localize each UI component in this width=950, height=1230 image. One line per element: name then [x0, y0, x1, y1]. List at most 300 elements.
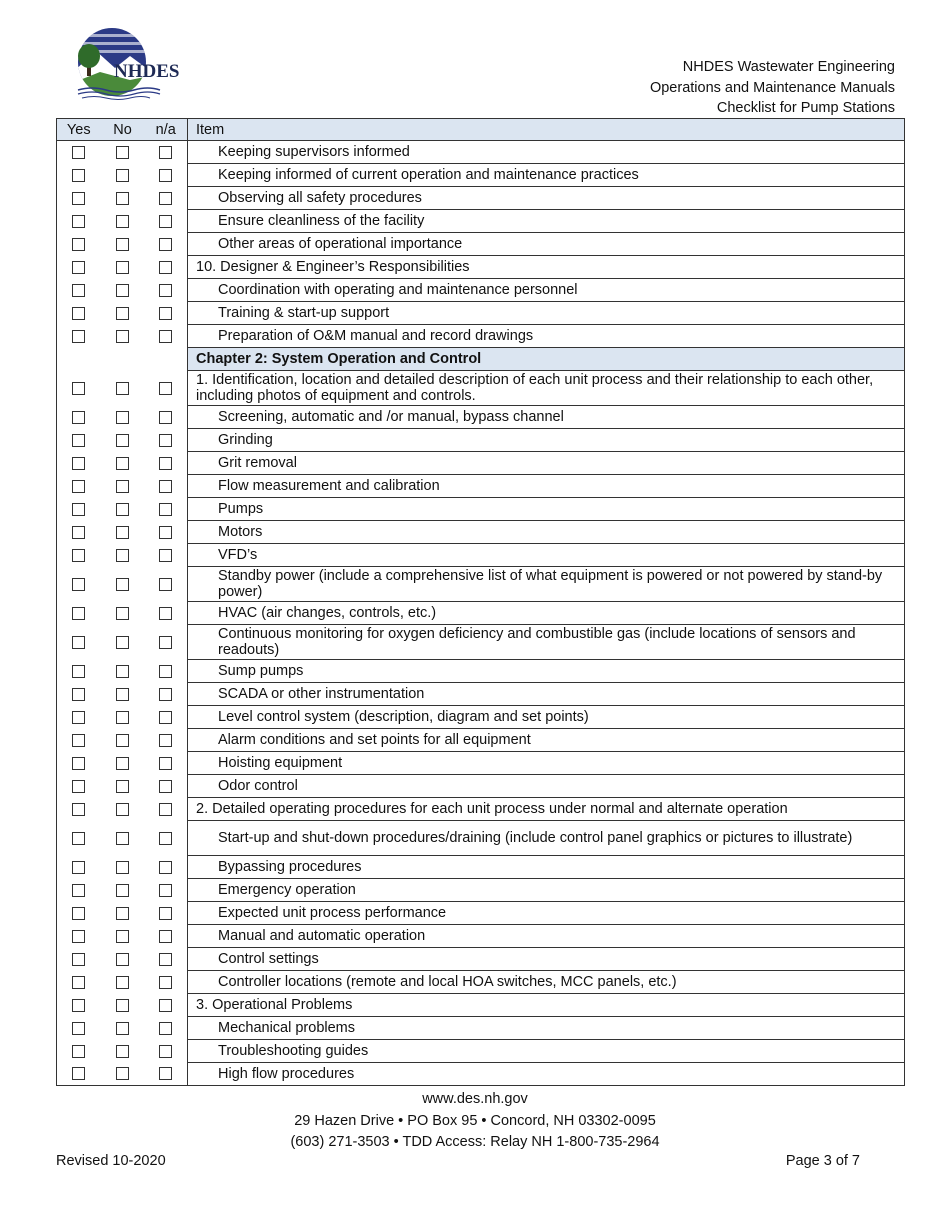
item-text: 2. Detailed operating procedures for each unit process under normal and alternate operation — [188, 798, 905, 821]
checkbox-na[interactable] — [159, 832, 172, 845]
cell-na — [145, 348, 188, 371]
checkbox-no[interactable] — [116, 780, 129, 793]
checkbox-no[interactable] — [116, 411, 129, 424]
item-text: VFD’s — [188, 544, 905, 567]
cell-na — [145, 187, 188, 210]
cell-na — [145, 602, 188, 625]
item-text: Troubleshooting guides — [188, 1040, 905, 1063]
checklist-row — [57, 187, 905, 210]
checkbox-na[interactable] — [159, 146, 172, 159]
item-text: Standby power (include a comprehensive list of what equipment is powered or not powered by stand-by power) — [188, 567, 905, 602]
checkbox-na[interactable] — [159, 907, 172, 920]
checklist-row — [57, 429, 905, 452]
checkbox-yes[interactable] — [72, 307, 85, 320]
cell-yes — [57, 1017, 101, 1040]
cell-na — [145, 429, 188, 452]
cell-no — [101, 279, 145, 302]
checklist-row — [57, 406, 905, 429]
checkbox-no[interactable] — [116, 999, 129, 1012]
checkbox-no[interactable] — [116, 146, 129, 159]
cell-no — [101, 1063, 145, 1086]
checkbox-na[interactable] — [159, 757, 172, 770]
checklist-row — [57, 256, 905, 279]
checkbox-yes[interactable] — [72, 261, 85, 274]
cell-no — [101, 164, 145, 187]
checkbox-yes[interactable] — [72, 578, 85, 591]
item-text: High flow procedures — [188, 1063, 905, 1086]
checkbox-na[interactable] — [159, 307, 172, 320]
page-number: Page 3 of 7 — [785, 1153, 860, 1169]
cell-no — [101, 498, 145, 521]
logo-text: NHDES — [114, 61, 180, 82]
checkbox-yes[interactable] — [72, 757, 85, 770]
checkbox-yes[interactable] — [72, 1045, 85, 1058]
checklist-row — [57, 660, 905, 683]
item-text: Screening, automatic and /or manual, bypass channel — [188, 406, 905, 429]
checkbox-yes[interactable] — [72, 411, 85, 424]
cell-yes — [57, 1040, 101, 1063]
checklist-row — [57, 948, 905, 971]
cell-yes — [57, 683, 101, 706]
cell-no — [101, 856, 145, 879]
checkbox-no[interactable] — [116, 382, 129, 395]
checkbox-na[interactable] — [159, 330, 172, 343]
checkbox-na[interactable] — [159, 578, 172, 591]
cell-no — [101, 371, 145, 406]
checkbox-yes[interactable] — [72, 480, 85, 493]
checkbox-no[interactable] — [116, 526, 129, 539]
cell-no — [101, 406, 145, 429]
checklist-row — [57, 821, 905, 856]
cell-na — [145, 879, 188, 902]
checklist-row — [57, 475, 905, 498]
cell-no — [101, 1040, 145, 1063]
cell-no — [101, 948, 145, 971]
cell-yes — [57, 821, 101, 856]
checkbox-na[interactable] — [159, 930, 172, 943]
cell-na — [145, 683, 188, 706]
cell-yes — [57, 544, 101, 567]
checkbox-yes[interactable] — [72, 330, 85, 343]
cell-no — [101, 187, 145, 210]
checkbox-na[interactable] — [159, 238, 172, 251]
cell-no — [101, 775, 145, 798]
cell-na — [145, 706, 188, 729]
checkbox-no[interactable] — [116, 976, 129, 989]
cell-no — [101, 602, 145, 625]
checkbox-yes[interactable] — [72, 711, 85, 724]
checkbox-na[interactable] — [159, 503, 172, 516]
checkbox-na[interactable] — [159, 411, 172, 424]
cell-yes — [57, 325, 101, 348]
cell-na — [145, 775, 188, 798]
cell-yes — [57, 775, 101, 798]
checkbox-yes[interactable] — [72, 1022, 85, 1035]
item-text: 1. Identification, location and detailed description of each unit process and their relationship to each other, including photos of equipment and controls. — [188, 371, 905, 406]
checkbox-no[interactable] — [116, 734, 129, 747]
item-text: HVAC (air changes, controls, etc.) — [188, 602, 905, 625]
cell-na — [145, 371, 188, 406]
checkbox-na[interactable] — [159, 434, 172, 447]
footer-contact — [0, 1089, 950, 1154]
item-text: 10. Designer & Engineer’s Responsibilities — [188, 256, 905, 279]
item-text: Pumps — [188, 498, 905, 521]
cell-yes — [57, 521, 101, 544]
checklist-row — [57, 1063, 905, 1086]
cell-na — [145, 752, 188, 775]
cell-na — [145, 1063, 188, 1086]
checkbox-na[interactable] — [159, 1067, 172, 1080]
checkbox-no[interactable] — [116, 884, 129, 897]
chapter-heading-row — [57, 348, 905, 371]
checkbox-no[interactable] — [116, 434, 129, 447]
checkbox-no[interactable] — [116, 665, 129, 678]
checkbox-na[interactable] — [159, 780, 172, 793]
cell-yes — [57, 1063, 101, 1086]
cell-no — [101, 798, 145, 821]
checkbox-yes[interactable] — [72, 503, 85, 516]
item-text: SCADA or other instrumentation — [188, 683, 905, 706]
item-text: Keeping supervisors informed — [188, 141, 905, 164]
checkbox-no[interactable] — [116, 907, 129, 920]
document-header — [650, 57, 895, 119]
checkbox-na[interactable] — [159, 261, 172, 274]
checkbox-na[interactable] — [159, 215, 172, 228]
checkbox-no[interactable] — [116, 215, 129, 228]
nhdes-logo — [70, 28, 188, 102]
checklist-row — [57, 1017, 905, 1040]
cell-na — [145, 406, 188, 429]
cell-yes — [57, 429, 101, 452]
checkbox-no[interactable] — [116, 930, 129, 943]
item-text: Bypassing procedures — [188, 856, 905, 879]
checkbox-na[interactable] — [159, 999, 172, 1012]
checkbox-no[interactable] — [116, 480, 129, 493]
cell-no — [101, 521, 145, 544]
checklist-row — [57, 498, 905, 521]
checkbox-no[interactable] — [116, 607, 129, 620]
checkbox-na[interactable] — [159, 284, 172, 297]
chapter-title: Chapter 2: System Operation and Control — [188, 348, 905, 371]
checkbox-no[interactable] — [116, 192, 129, 205]
checkbox-yes[interactable] — [72, 907, 85, 920]
checkbox-no[interactable] — [116, 578, 129, 591]
cell-na — [145, 856, 188, 879]
checkbox-na[interactable] — [159, 803, 172, 816]
checklist-row — [57, 141, 905, 164]
checkbox-yes[interactable] — [72, 930, 85, 943]
checklist-row — [57, 325, 905, 348]
cell-na — [145, 302, 188, 325]
checklist-row — [57, 798, 905, 821]
checklist-row — [57, 994, 905, 1017]
checkbox-no[interactable] — [116, 457, 129, 470]
cell-na — [145, 948, 188, 971]
cell-yes — [57, 279, 101, 302]
item-text: Keeping informed of current operation and maintenance practices — [188, 164, 905, 187]
checklist-row — [57, 925, 905, 948]
checkbox-yes[interactable] — [72, 665, 85, 678]
item-text: Odor control — [188, 775, 905, 798]
checkbox-yes[interactable] — [72, 169, 85, 182]
footer-phone: (603) 271-3503 • TDD Access: Relay NH 1-800-735-2964 — [290, 1134, 660, 1150]
checkbox-yes[interactable] — [72, 780, 85, 793]
cell-na — [145, 971, 188, 994]
cell-na — [145, 1017, 188, 1040]
checkbox-yes[interactable] — [72, 636, 85, 649]
checkbox-no[interactable] — [116, 330, 129, 343]
cell-na — [145, 475, 188, 498]
checkbox-no[interactable] — [116, 549, 129, 562]
checkbox-yes[interactable] — [72, 526, 85, 539]
column-item: Item — [188, 119, 905, 141]
item-text: Continuous monitoring for oxygen deficiency and combustible gas (include locations of sensors and readouts) — [188, 625, 905, 660]
checkbox-no[interactable] — [116, 284, 129, 297]
cell-yes — [57, 948, 101, 971]
item-text: Observing all safety procedures — [188, 187, 905, 210]
item-text: Start-up and shut-down procedures/draining (include control panel graphics or pictures to illustrate) — [188, 821, 905, 856]
checklist-row — [57, 683, 905, 706]
checkbox-yes[interactable] — [72, 884, 85, 897]
cell-yes — [57, 994, 101, 1017]
cell-na — [145, 567, 188, 602]
item-text: Mechanical problems — [188, 1017, 905, 1040]
cell-yes — [57, 856, 101, 879]
item-text: Level control system (description, diagram and set points) — [188, 706, 905, 729]
cell-no — [101, 233, 145, 256]
cell-na — [145, 1040, 188, 1063]
item-text: Manual and automatic operation — [188, 925, 905, 948]
checkbox-no[interactable] — [116, 261, 129, 274]
checkbox-yes[interactable] — [72, 861, 85, 874]
footer-website[interactable]: www.des.nh.gov — [422, 1091, 528, 1107]
item-text: Controller locations (remote and local HOA switches, MCC panels, etc.) — [188, 971, 905, 994]
checkbox-na[interactable] — [159, 1022, 172, 1035]
cell-yes — [57, 452, 101, 475]
cell-no — [101, 879, 145, 902]
checklist-row — [57, 902, 905, 925]
checkbox-na[interactable] — [159, 688, 172, 701]
cell-yes — [57, 256, 101, 279]
checkbox-na[interactable] — [159, 1045, 172, 1058]
cell-na — [145, 498, 188, 521]
cell-no — [101, 729, 145, 752]
checkbox-no[interactable] — [116, 503, 129, 516]
checkbox-yes[interactable] — [72, 734, 85, 747]
checkbox-na[interactable] — [159, 976, 172, 989]
checkbox-yes[interactable] — [72, 457, 85, 470]
checkbox-no[interactable] — [116, 1022, 129, 1035]
cell-na — [145, 994, 188, 1017]
cell-na — [145, 279, 188, 302]
checkbox-na[interactable] — [159, 457, 172, 470]
cell-yes — [57, 625, 101, 660]
checkbox-na[interactable] — [159, 636, 172, 649]
item-text: Grit removal — [188, 452, 905, 475]
cell-yes — [57, 902, 101, 925]
cell-no — [101, 683, 145, 706]
checkbox-yes[interactable] — [72, 803, 85, 816]
cell-na — [145, 902, 188, 925]
item-text: Training & start-up support — [188, 302, 905, 325]
cell-na — [145, 625, 188, 660]
checkbox-yes[interactable] — [72, 549, 85, 562]
item-text: 3. Operational Problems — [188, 994, 905, 1017]
checklist-row — [57, 971, 905, 994]
checklist-row — [57, 879, 905, 902]
cell-no — [101, 210, 145, 233]
checkbox-yes[interactable] — [72, 999, 85, 1012]
checkbox-na[interactable] — [159, 884, 172, 897]
checklist-row — [57, 602, 905, 625]
checkbox-na[interactable] — [159, 665, 172, 678]
checkbox-yes[interactable] — [72, 953, 85, 966]
item-text: Control settings — [188, 948, 905, 971]
cell-yes — [57, 233, 101, 256]
checkbox-na[interactable] — [159, 607, 172, 620]
checklist-row — [57, 210, 905, 233]
cell-yes — [57, 567, 101, 602]
checkbox-yes[interactable] — [72, 192, 85, 205]
checkbox-yes[interactable] — [72, 607, 85, 620]
checkbox-na[interactable] — [159, 382, 172, 395]
checkbox-yes[interactable] — [72, 832, 85, 845]
checklist-row — [57, 279, 905, 302]
header-org: NHDES Wastewater Engineering — [682, 59, 895, 75]
item-text: Grinding — [188, 429, 905, 452]
checklist-row — [57, 729, 905, 752]
cell-no — [101, 348, 145, 371]
cell-yes — [57, 729, 101, 752]
cell-yes — [57, 798, 101, 821]
cell-no — [101, 660, 145, 683]
checkbox-no[interactable] — [116, 953, 129, 966]
item-text: Hoisting equipment — [188, 752, 905, 775]
checkbox-na[interactable] — [159, 192, 172, 205]
checkbox-no[interactable] — [116, 238, 129, 251]
item-text: Emergency operation — [188, 879, 905, 902]
checkbox-no[interactable] — [116, 757, 129, 770]
checklist-row — [57, 164, 905, 187]
cell-no — [101, 141, 145, 164]
cell-no — [101, 475, 145, 498]
checkbox-no[interactable] — [116, 636, 129, 649]
checkbox-yes[interactable] — [72, 688, 85, 701]
checkbox-na[interactable] — [159, 169, 172, 182]
cell-yes — [57, 406, 101, 429]
checkbox-yes[interactable] — [72, 1067, 85, 1080]
cell-na — [145, 141, 188, 164]
cell-yes — [57, 371, 101, 406]
revision-date: Revised 10-2020 — [56, 1153, 166, 1169]
checkbox-yes[interactable] — [72, 434, 85, 447]
checklist-row — [57, 302, 905, 325]
checkbox-no[interactable] — [116, 832, 129, 845]
cell-yes — [57, 302, 101, 325]
checkbox-no[interactable] — [116, 711, 129, 724]
checklist-row — [57, 233, 905, 256]
checklist-table — [56, 118, 905, 1086]
footer-address: 29 Hazen Drive • PO Box 95 • Concord, NH 03302-0095 — [294, 1112, 656, 1129]
checkbox-na[interactable] — [159, 526, 172, 539]
checkbox-no[interactable] — [116, 1045, 129, 1058]
cell-no — [101, 752, 145, 775]
checkbox-yes[interactable] — [72, 238, 85, 251]
checkbox-yes[interactable] — [72, 976, 85, 989]
cell-na — [145, 729, 188, 752]
item-text: Expected unit process performance — [188, 902, 905, 925]
cell-yes — [57, 141, 101, 164]
cell-na — [145, 233, 188, 256]
checklist-row — [57, 856, 905, 879]
checkbox-yes[interactable] — [72, 382, 85, 395]
checkbox-yes[interactable] — [72, 284, 85, 297]
cell-no — [101, 429, 145, 452]
cell-na — [145, 544, 188, 567]
checklist-row — [57, 452, 905, 475]
cell-no — [101, 302, 145, 325]
checklist-row — [57, 567, 905, 602]
checklist-row — [57, 752, 905, 775]
cell-na — [145, 521, 188, 544]
checkbox-na[interactable] — [159, 953, 172, 966]
checklist-row — [57, 1040, 905, 1063]
cell-yes — [57, 752, 101, 775]
checkbox-yes[interactable] — [72, 146, 85, 159]
item-text: Preparation of O&M manual and record drawings — [188, 325, 905, 348]
item-text: Coordination with operating and maintenance personnel — [188, 279, 905, 302]
checkbox-na[interactable] — [159, 861, 172, 874]
checklist-row — [57, 371, 905, 406]
cell-yes — [57, 164, 101, 187]
cell-na — [145, 925, 188, 948]
checkbox-yes[interactable] — [72, 215, 85, 228]
item-text: Flow measurement and calibration — [188, 475, 905, 498]
cell-no — [101, 994, 145, 1017]
cell-no — [101, 1017, 145, 1040]
cell-no — [101, 821, 145, 856]
checkbox-no[interactable] — [116, 861, 129, 874]
cell-no — [101, 544, 145, 567]
checkbox-no[interactable] — [116, 1067, 129, 1080]
item-text: Alarm conditions and set points for all equipment — [188, 729, 905, 752]
checkbox-na[interactable] — [159, 734, 172, 747]
cell-yes — [57, 971, 101, 994]
checkbox-no[interactable] — [116, 688, 129, 701]
cell-yes — [57, 210, 101, 233]
cell-na — [145, 256, 188, 279]
checklist-row — [57, 521, 905, 544]
cell-yes — [57, 925, 101, 948]
checkbox-na[interactable] — [159, 711, 172, 724]
checklist-row — [57, 775, 905, 798]
cell-yes — [57, 602, 101, 625]
column-yes: Yes — [57, 119, 101, 141]
checkbox-na[interactable] — [159, 480, 172, 493]
checklist-row — [57, 706, 905, 729]
header-title: Checklist for Pump Stations — [716, 100, 895, 116]
checkbox-no[interactable] — [116, 169, 129, 182]
item-text: Sump pumps — [188, 660, 905, 683]
cell-na — [145, 821, 188, 856]
cell-yes — [57, 187, 101, 210]
checkbox-na[interactable] — [159, 549, 172, 562]
cell-yes — [57, 498, 101, 521]
checkbox-no[interactable] — [116, 803, 129, 816]
cell-no — [101, 925, 145, 948]
checkbox-no[interactable] — [116, 307, 129, 320]
cell-na — [145, 164, 188, 187]
